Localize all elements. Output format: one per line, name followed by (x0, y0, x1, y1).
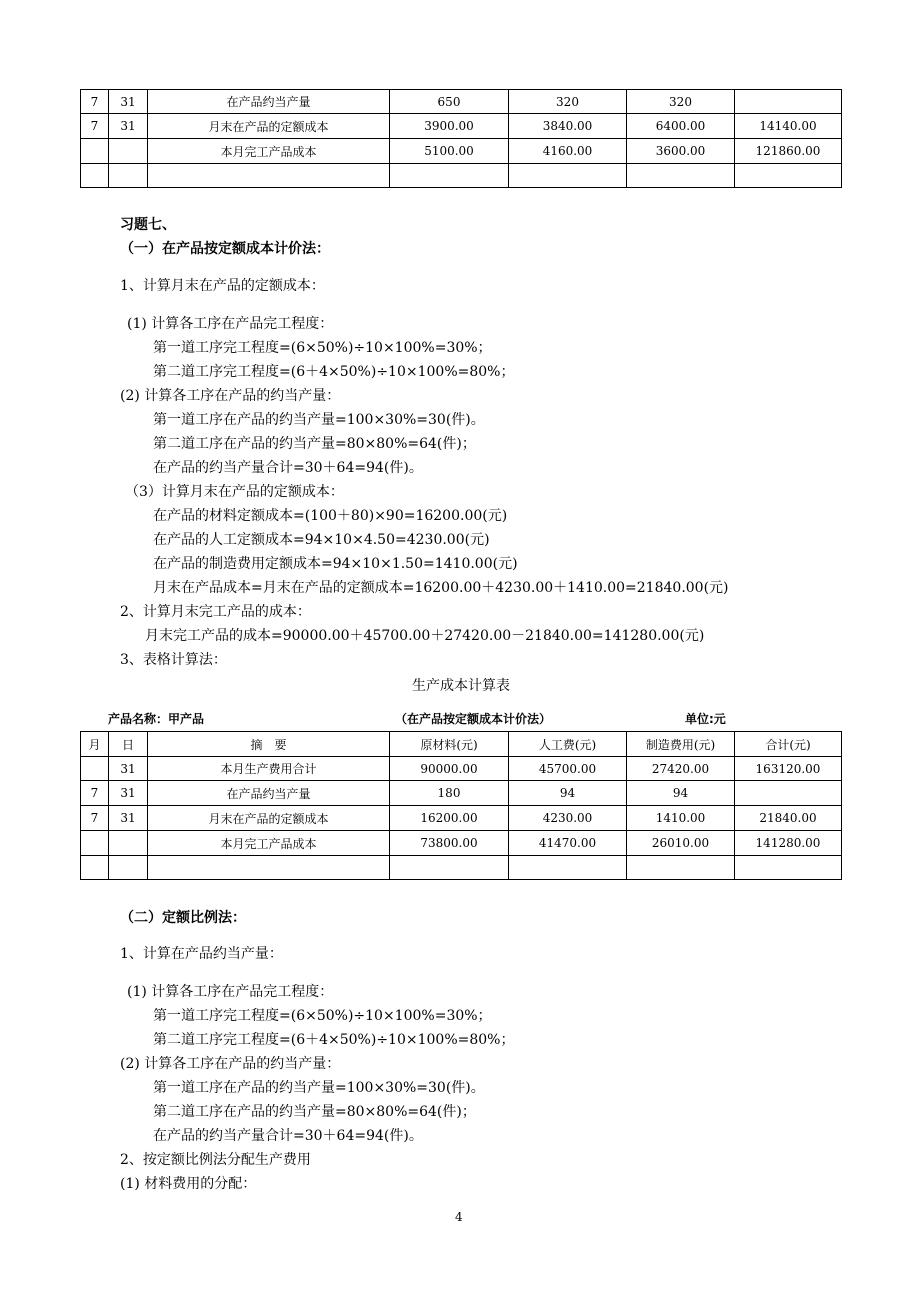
table-row: 7 31 月末在产品的定额成本 16200.00 4230.00 1410.00 21840.00 (81, 806, 842, 831)
formula-line: 在产品的材料定额成本=(100＋80)×90=16200.00(元) (153, 508, 508, 524)
table-row: 31 本月生产费用合计 90000.00 45700.00 27420.00 163120.00 (81, 757, 842, 781)
table-title: 生产成本计算表 (412, 678, 510, 694)
step-1: 1、计算在产品约当产量： (120, 946, 283, 962)
formula-line: 第一道工序完工程度=(6×50%)÷10×100%=30%； (153, 340, 492, 356)
substep-1: (1) 计算各工序在产品完工程度： (127, 316, 334, 332)
table-row: 本月完工产品成本 73800.00 41470.00 26010.00 141280.00 (81, 831, 842, 856)
formula-line: 月末在产品成本=月末在产品的定额成本=16200.00＋4230.00＋1410.00=21840.00(元) (153, 580, 729, 596)
substep-1: (1) 材料费用的分配： (120, 1176, 257, 1192)
column-header: 制造费用(元) (627, 732, 735, 757)
formula-line: 第一道工序在产品的约当产量=100×30%=30(件)。 (153, 1080, 485, 1096)
formula-line: 第二道工序完工程度=(6＋4×50%)÷10×100%=80%； (153, 364, 515, 380)
section-title-2: （二）定额比例法： (120, 910, 246, 926)
table-row: 7 31 在产品约当产量 180 94 94 (81, 781, 842, 806)
costing-method: （在产品按定额成本计价法） (395, 712, 552, 726)
table-row (81, 856, 842, 880)
table-header-row (81, 732, 842, 757)
table-row: 本月完工产品成本 5100.00 4160.00 3600.00 121860.00 (81, 139, 842, 164)
page-number: 4 (455, 1210, 463, 1224)
formula-line: 在产品的制造费用定额成本=94×10×1.50=1410.00(元) (153, 556, 518, 572)
unit-label: 单位:元 (685, 712, 726, 726)
formula-line: 在产品的约当产量合计=30＋64=94(件)。 (153, 1128, 423, 1144)
production-cost-table (80, 731, 842, 880)
formula-line: 月末完工产品的成本=90000.00＋45700.00＋27420.00－21840.00=141280.00(元) (145, 628, 705, 644)
column-header: 日 (109, 732, 148, 757)
column-header: 月 (81, 732, 109, 757)
formula-line: 在产品的约当产量合计=30＋64=94(件)。 (153, 460, 423, 476)
column-header: 合计(元) (735, 732, 842, 757)
substep-3: （3）计算月末在产品的定额成本： (125, 484, 344, 500)
table-row: 7 31 月末在产品的定额成本 3900.00 3840.00 6400.00 14140.00 (81, 114, 842, 139)
step-2: 2、按定额比例法分配生产费用 (120, 1152, 311, 1168)
column-header: 原材料(元) (390, 732, 509, 757)
substep-2: (2) 计算各工序在产品的约当产量： (120, 1056, 341, 1072)
step-2: 2、计算月末完工产品的成本： (120, 604, 311, 620)
formula-line: 第二道工序在产品的约当产量=80×80%=64(件)； (153, 1104, 476, 1120)
section-title-1: （一）在产品按定额成本计价法： (120, 241, 330, 257)
column-header: 摘 要 (148, 732, 390, 757)
formula-line: 第一道工序完工程度=(6×50%)÷10×100%=30%； (153, 1008, 492, 1024)
step-3: 3、表格计算法： (120, 652, 227, 668)
formula-line: 第二道工序完工程度=(6＋4×50%)÷10×100%=80%； (153, 1032, 515, 1048)
column-header: 人工费(元) (509, 732, 627, 757)
formula-line: 第一道工序在产品的约当产量=100×30%=30(件)。 (153, 412, 485, 428)
substep-1: (1) 计算各工序在产品完工程度： (127, 984, 334, 1000)
cost-table-continued (80, 89, 842, 188)
product-name: 产品名称：甲产品 (108, 712, 205, 726)
step-1: 1、计算月末在产品的定额成本： (120, 278, 325, 294)
table-row (81, 164, 842, 188)
formula-line: 在产品的人工定额成本=94×10×4.50=4230.00(元) (153, 532, 490, 548)
table-row: 7 31 在产品约当产量 650 320 320 (81, 90, 842, 114)
substep-2: (2) 计算各工序在产品的约当产量： (120, 388, 341, 404)
exercise-heading: 习题七、 (120, 217, 176, 233)
formula-line: 第二道工序在产品的约当产量=80×80%=64(件)； (153, 436, 476, 452)
